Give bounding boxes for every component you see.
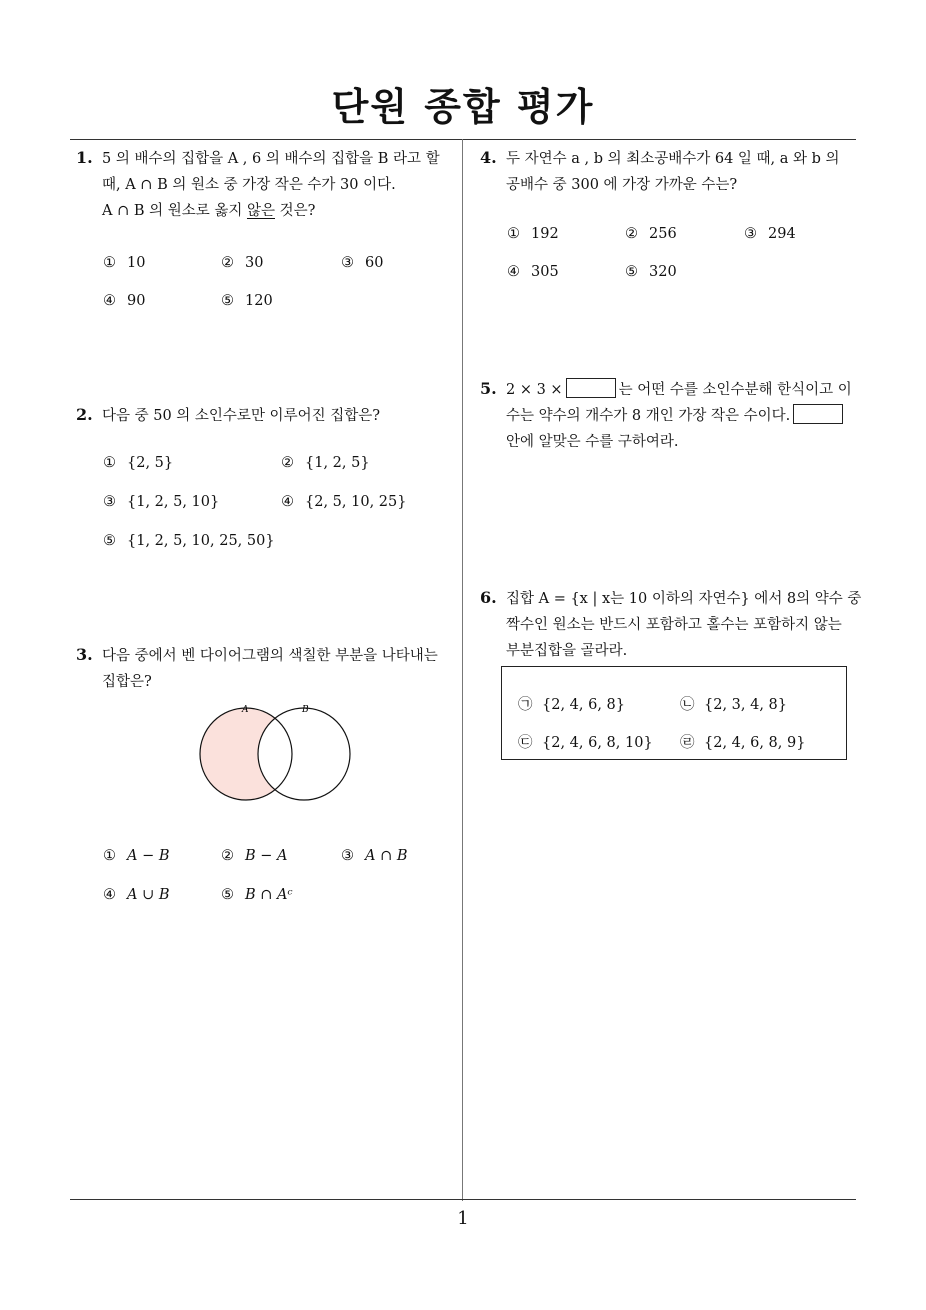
column-divider — [462, 139, 463, 1201]
choice-5[interactable]: ⑤ 320 — [625, 264, 677, 280]
choice-4[interactable]: ④ 305 — [507, 264, 559, 280]
question-number: 6. — [480, 588, 497, 607]
option-b[interactable]: ㉡ {2, 3, 4, 8} — [680, 697, 788, 713]
question-text: 5 의 배수의 집합을 A , 6 의 배수의 집합을 B 라고 할 — [102, 151, 440, 167]
option-a[interactable]: ㉠ {2, 4, 6, 8} — [518, 697, 626, 713]
question-number: 4. — [480, 148, 497, 167]
answer-blank[interactable] — [566, 378, 616, 398]
option-d[interactable]: ㉣ {2, 4, 6, 8, 9} — [680, 735, 806, 751]
choice-4[interactable]: ④ {2, 5, 10, 25} — [281, 494, 407, 510]
question-text: 부분집합을 골라라. — [506, 643, 628, 659]
question-4 — [480, 145, 840, 198]
choice-3[interactable]: ③ 60 — [341, 255, 384, 271]
question-3 — [76, 642, 438, 695]
choice-1[interactable]: ① 10 — [103, 255, 146, 271]
choice-3[interactable]: ③ 294 — [744, 226, 796, 242]
choice-4[interactable]: ④ 90 — [103, 293, 146, 309]
question-text: A ∩ B 의 원소로 옳지 않은 것은? — [102, 203, 316, 219]
question-number: 3. — [76, 645, 93, 664]
choice-5[interactable]: ⑤ B ∩ Aᶜ — [221, 887, 293, 903]
page-title: 단원 종합 평가 — [331, 85, 595, 129]
choice-2[interactable]: ② {1, 2, 5} — [281, 455, 370, 471]
venn-label-a: A — [242, 705, 249, 715]
option-c[interactable]: ㉢ {2, 4, 6, 8, 10} — [518, 735, 653, 751]
venn-diagram — [190, 698, 360, 806]
question-text: 집합 A = {x | x는 10 이하의 자연수} 에서 8의 약수 중 — [506, 591, 862, 607]
question-text: 집합은? — [102, 674, 152, 690]
choice-3[interactable]: ③ A ∩ B — [341, 848, 408, 864]
question-1 — [76, 145, 440, 224]
choice-1[interactable]: ① {2, 5} — [103, 455, 174, 471]
answer-blank[interactable] — [793, 404, 843, 424]
question-6 — [480, 585, 861, 664]
question-text: 다음 중 50 의 소인수로만 이루어진 집합은? — [102, 408, 380, 424]
question-2 — [76, 402, 380, 429]
question-text: 는 어떤 수를 소인수분해 한식이고 이 — [618, 382, 852, 398]
venn-label-b: B — [302, 705, 309, 715]
choice-1[interactable]: ① A − B — [103, 848, 170, 864]
q6-options-box — [501, 666, 847, 760]
top-rule — [70, 139, 856, 140]
choice-4[interactable]: ④ A ∪ B — [103, 887, 170, 903]
question-text: 다음 중에서 벤 다이어그램의 색칠한 부분을 나타내는 — [102, 648, 438, 664]
bottom-rule — [70, 1199, 856, 1200]
question-text: 짝수인 원소는 반드시 포함하고 홀수는 포함하지 않는 — [506, 617, 842, 633]
question-text: 두 자연수 a , b 의 최소공배수가 64 일 때, a 와 b 의 — [506, 151, 840, 167]
choice-1[interactable]: ① 192 — [507, 226, 559, 242]
page-number: 1 — [457, 1208, 469, 1229]
question-text: 때, A ∩ B 의 원소 중 가장 작은 수가 30 이다. — [102, 177, 396, 193]
question-number: 1. — [76, 148, 93, 167]
question-number: 2. — [76, 405, 93, 424]
choice-2[interactable]: ② 256 — [625, 226, 677, 242]
question-number: 5. — [480, 379, 497, 398]
choice-2[interactable]: ② 30 — [221, 255, 264, 271]
choice-5[interactable]: ⑤ {1, 2, 5, 10, 25, 50} — [103, 533, 275, 549]
question-5 — [480, 376, 852, 455]
underlined-word: 않은 — [246, 203, 275, 219]
question-text: 공배수 중 300 에 가장 가까운 수는? — [506, 177, 738, 193]
question-text: 2 × 3 × — [506, 382, 563, 398]
question-text: 안에 알맞은 수를 구하여라. — [506, 434, 679, 450]
choice-3[interactable]: ③ {1, 2, 5, 10} — [103, 494, 220, 510]
choice-2[interactable]: ② B − A — [221, 848, 288, 864]
question-text: 수는 약수의 개수가 8 개인 가장 작은 수이다. — [506, 408, 791, 424]
choice-5[interactable]: ⑤ 120 — [221, 293, 273, 309]
